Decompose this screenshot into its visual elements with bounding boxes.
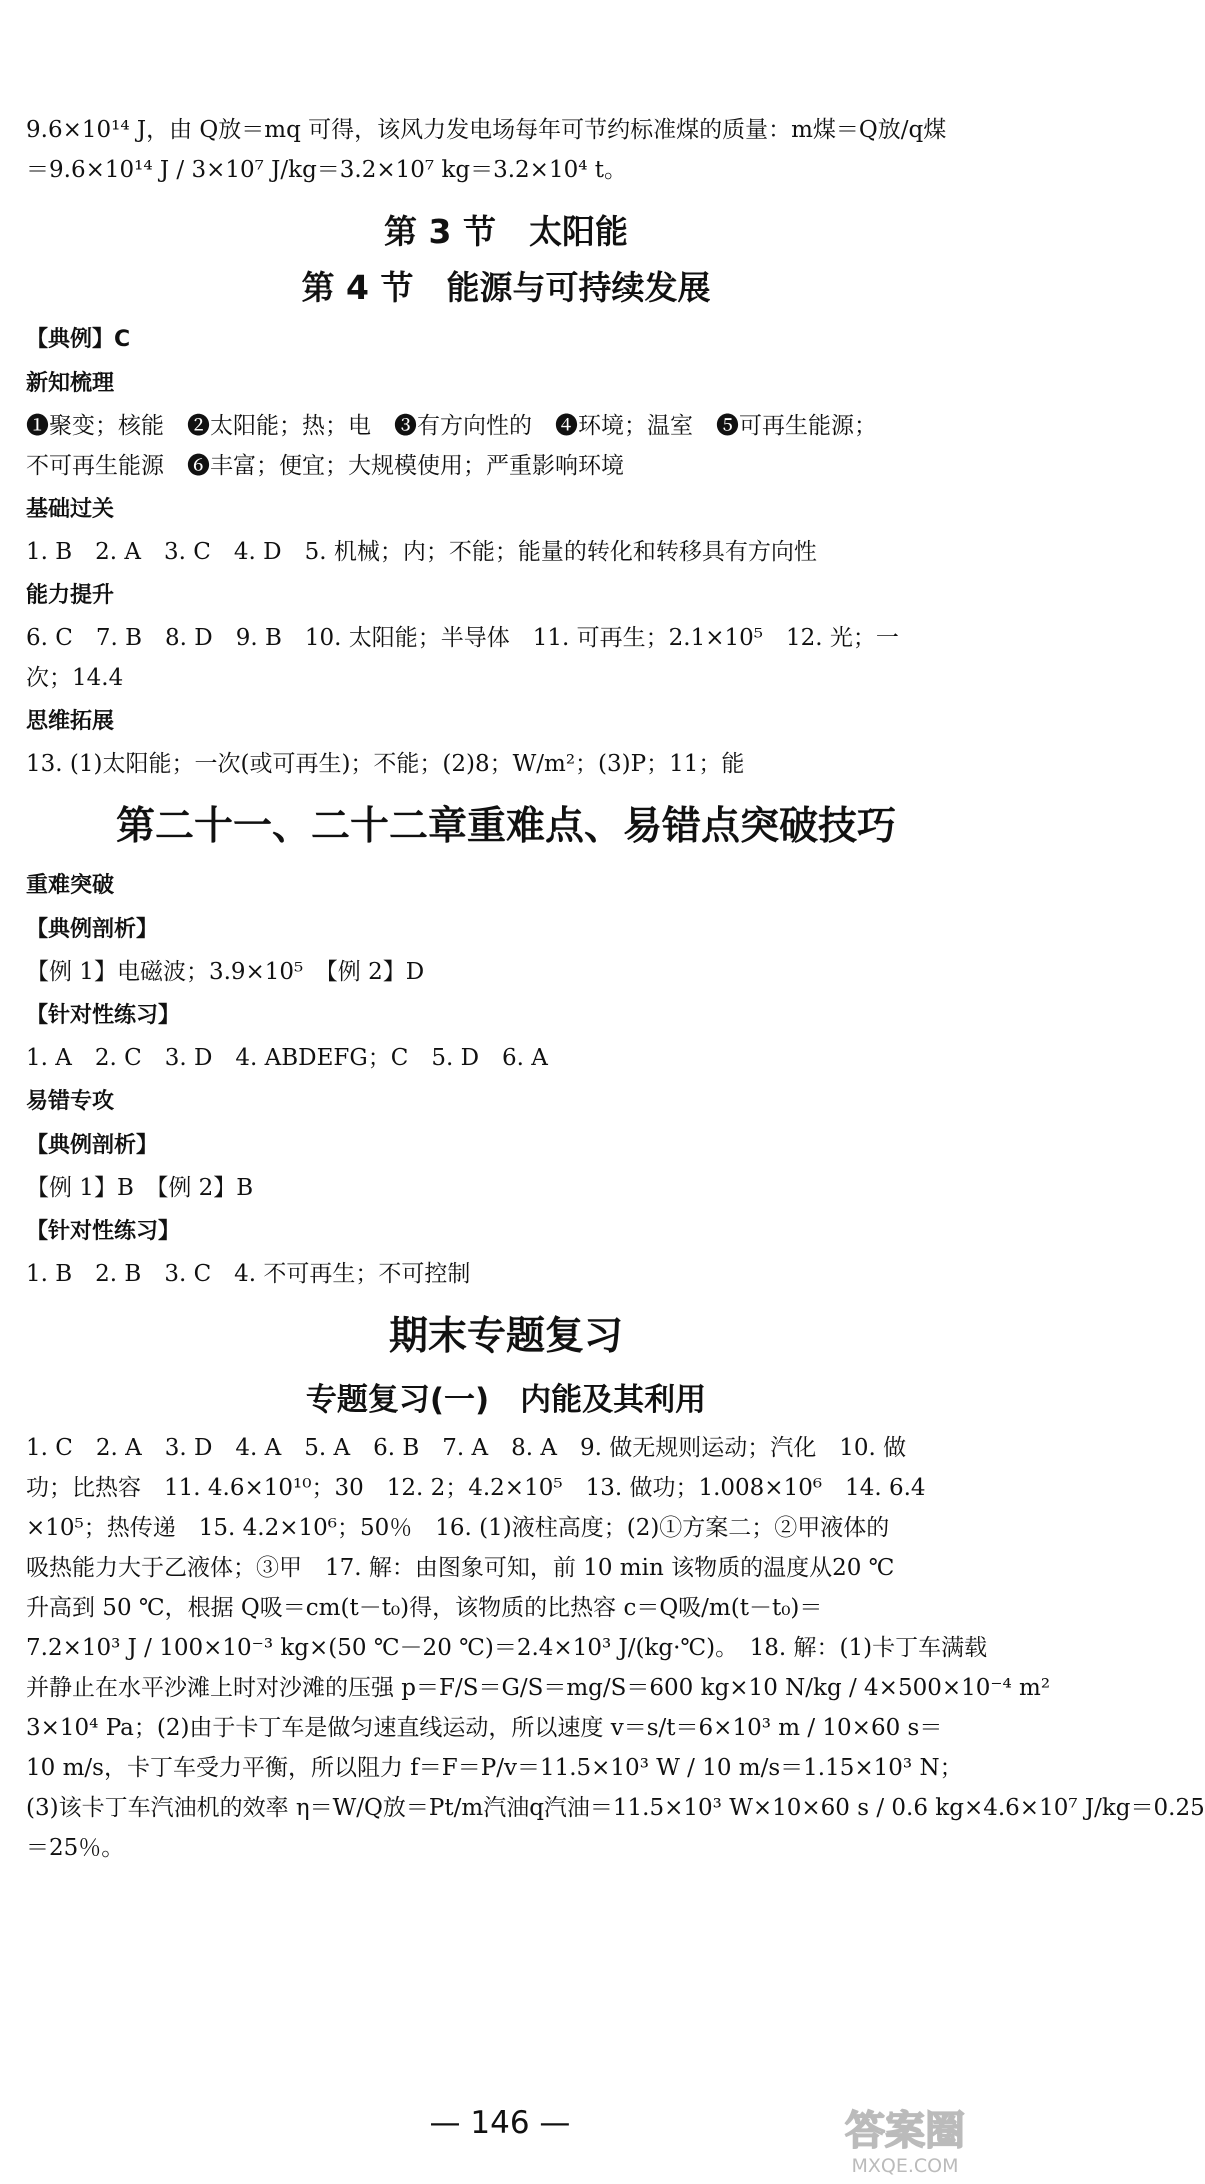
text-line: (3)该卡丁车汽油机的效率 η＝W/Q放＝Pt/m汽油q汽油＝11.5×10³ W×10×60 s / 0.6 kg×4.6×10⁷ J/kg＝0.25 (26, 1795, 1205, 1821)
section-label: 能力提升 (26, 583, 115, 608)
text-line: 不可再生能源 ❻丰富；便宜；大规模使用；严重影响环境 (26, 453, 624, 479)
section-label: 基础过关 (26, 497, 115, 522)
watermark-subtext: MXQE.COM (851, 2155, 959, 2177)
text-line: 吸热能力大于乙液体；③甲 17. 解：由图象可知，前 10 min 该物质的温度从20 ℃ (26, 1555, 895, 1581)
section-heading: 专题复习(一) 内能及其利用 (305, 1382, 707, 1418)
text-line: 【例 1】B 【例 2】B (26, 1175, 254, 1201)
text-line: 1. B 2. B 3. C 4. 不可再生；不可控制 (26, 1261, 471, 1287)
section-label: 【典例】C (26, 327, 131, 352)
section-heading: 期末专题复习 (388, 1314, 623, 1359)
text-line: 功；比热容 11. 4.6×10¹⁰；30 12. 2；4.2×10⁵ 13. 做功；1.008×10⁶ 14. 6.4 (26, 1475, 926, 1501)
section-label: 【针对性练习】 (26, 1219, 181, 1244)
text-line: 并静止在水平沙滩上时对沙滩的压强 p＝F/S＝G/S＝mg/S＝600 kg×10 N/kg / 4×500×10⁻⁴ m² (26, 1675, 1051, 1701)
watermark-text: 答案圈 (845, 2108, 965, 2154)
section-label: 思维拓展 (26, 709, 115, 734)
text-line: 3×10⁴ Pa；(2)由于卡丁车是做匀速直线运动，所以速度 v＝s/t＝6×10³ m / 10×60 s＝ (26, 1715, 943, 1741)
text-line: 1. B 2. A 3. C 4. D 5. 机械；内；不能；能量的转化和转移具有方向性 (26, 539, 817, 565)
text-line: 9.6×10¹⁴ J，由 Q放＝mq 可得，该风力发电场每年可节约标准煤的质量：m煤＝Q放/q煤 (26, 117, 947, 143)
text-line: 10 m/s，卡丁车受力平衡，所以阻力 f＝F＝P/v＝11.5×10³ W / 10 m/s＝1.15×10³ N； (26, 1755, 963, 1781)
text-line: ❶聚变；核能 ❷太阳能；热；电 ❸有方向性的 ❹环境；温室 ❺可再生能源； (26, 413, 877, 439)
text-line: 13. (1)太阳能；一次(或可再生)；不能；(2)8；W/m²；(3)P；11；能 (26, 751, 745, 777)
text-line: 【例 1】电磁波；3.9×10⁵ 【例 2】D (26, 959, 425, 985)
watermark-logo (820, 2100, 990, 2178)
text-line: 次；14.4 (26, 665, 124, 691)
text-line: 升高到 50 ℃，根据 Q吸＝cm(t－t₀)得，该物质的比热容 c＝Q吸/m(t－t₀)＝ (26, 1595, 823, 1621)
text-line: ＝9.6×10¹⁴ J / 3×10⁷ J/kg＝3.2×10⁷ kg＝3.2×10⁴ t。 (26, 157, 627, 183)
section-label: 【典例剖析】 (26, 1133, 159, 1158)
text-line: 6. C 7. B 8. D 9. B 10. 太阳能；半导体 11. 可再生；2.1×10⁵ 12. 光；一 (26, 625, 899, 651)
text-line: 1. A 2. C 3. D 4. ABDEFG；C 5. D 6. A (26, 1045, 548, 1071)
section-heading: 第二十一、二十二章重难点、易错点突破技巧 (115, 804, 896, 849)
section-label: 重难突破 (26, 873, 115, 898)
section-label: 易错专攻 (26, 1089, 115, 1114)
section-heading: 第 3 节 太阳能 (384, 212, 628, 251)
answer-page (26, 110, 1205, 1868)
text-line: ×10⁵；热传递 15. 4.2×10⁶；50％ 16. (1)液柱高度；(2)①方案二；②甲液体的 (26, 1515, 890, 1541)
section-heading: 第 4 节 能源与可持续发展 (301, 268, 711, 307)
text-line: 7.2×10³ J / 100×10⁻³ kg×(50 ℃－20 ℃)＝2.4×10³ J/(kg·℃)。 18. 解：(1)卡丁车满载 (26, 1635, 988, 1661)
text-line: ＝25％。 (26, 1835, 125, 1861)
section-label: 【针对性练习】 (26, 1003, 181, 1028)
page-number: — 146 — (429, 2105, 571, 2141)
section-label: 【典例剖析】 (26, 917, 159, 942)
section-label: 新知梳理 (26, 371, 115, 396)
text-line: 1. C 2. A 3. D 4. A 5. A 6. B 7. A 8. A 9. 做无规则运动；汽化 10. 做 (26, 1435, 907, 1461)
